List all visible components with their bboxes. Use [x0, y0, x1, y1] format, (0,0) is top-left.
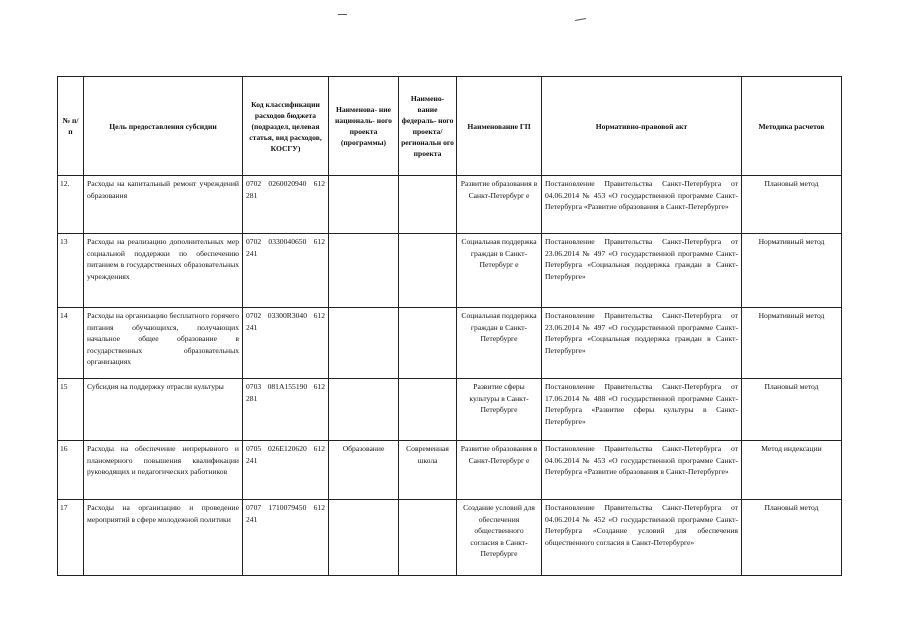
row-code: 0705 026Е120620 612 241	[243, 441, 329, 500]
row-national-project	[329, 500, 399, 576]
row-num: 12.	[58, 176, 84, 234]
table-row	[58, 500, 842, 576]
scan-speck	[338, 14, 347, 15]
row-code: 0707 1710079450 612 241	[243, 500, 329, 576]
row-federal-project: Современная школа	[399, 441, 457, 500]
row-method: Метод индексации	[742, 441, 842, 500]
row-method: Нормативный метод	[742, 308, 842, 379]
row-national-project	[329, 308, 399, 379]
row-num: 13	[58, 234, 84, 308]
row-legal-act: Постановление Правительства Санкт-Петербурга от 23.06.2014 № 497 «О государственной программе Санкт-Петербурга «Социальная поддержка граждан в Санкт-Петербурге»	[542, 234, 742, 308]
row-method: Плановый метод	[742, 500, 842, 576]
header-gp: Наименование ГП	[457, 77, 542, 176]
row-national-project	[329, 234, 399, 308]
row-federal-project	[399, 500, 457, 576]
row-num: 17	[58, 500, 84, 576]
row-code: 0702 03300R3040 612 241	[243, 308, 329, 379]
row-gp: Развитие сферы культуры в Санкт-Петербурге	[457, 379, 542, 441]
header-goal: Цель предоставления субсидии	[84, 77, 243, 176]
table-row	[58, 441, 842, 500]
row-goal: Субсидия на поддержку отрасли культуры	[84, 379, 243, 441]
row-gp: Социальная поддержка граждан в Санкт-Петербурге	[457, 308, 542, 379]
row-code: 0703 081А155190 612 281	[243, 379, 329, 441]
row-gp: Развитие образования в Санкт-Петербург е	[457, 441, 542, 500]
row-legal-act: Постановление Правительства Санкт-Петербурга от 04.06.2014 № 453 «О государственной программе Санкт-Петербурга «Развитие образования в Санкт-Петербурге»	[542, 441, 742, 500]
row-federal-project	[399, 379, 457, 441]
row-gp: Развитие образования в Санкт-Петербург е	[457, 176, 542, 234]
row-method: Нормативный метод	[742, 234, 842, 308]
row-goal: Расходы на организацию и проведение мероприятий в сфере молодежной политики	[84, 500, 243, 576]
header-code: Код классификации расходов бюджета (подраздел, целевая статья, вид расходов, КОСГУ)	[243, 77, 329, 176]
row-legal-act: Постановление Правительства Санкт-Петербурга от 23.06.2014 № 497 «О государственной программе Санкт-Петербурга «Социальная поддержка граждан в Санкт-Петербурге»	[542, 308, 742, 379]
row-gp: Создание условий для обеспечения общественного согласия в Санкт-Петербурге	[457, 500, 542, 576]
header-federal-project: Наимено- вание федераль- ного проекта/ региональн ого проекта	[399, 77, 457, 176]
row-num: 15	[58, 379, 84, 441]
row-goal: Расходы на капитальный ремонт учреждений образования	[84, 176, 243, 234]
row-method: Плановый метод	[742, 379, 842, 441]
table-row	[58, 308, 842, 379]
row-goal: Расходы на обеспечение непрерывного и планомерного повышения квалификации руководящих и педагогических работников	[84, 441, 243, 500]
header-method: Методика расчетов	[742, 77, 842, 176]
row-code: 0702 0330040650 612 241	[243, 234, 329, 308]
subsidy-table	[57, 76, 842, 576]
table-row	[58, 234, 842, 308]
row-federal-project	[399, 234, 457, 308]
header-legal-act: Нормативно-правовой акт	[542, 77, 742, 176]
header-national-project: Наименова- ние националь- ного проекта (программы)	[329, 77, 399, 176]
row-national-project	[329, 379, 399, 441]
row-legal-act: Постановление Правительства Санкт-Петербурга от 17.06.2014 № 488 «О государственной программе Санкт-Петербурга «Развитие сферы культуры в Санкт-Петербурге»	[542, 379, 742, 441]
row-national-project: Образование	[329, 441, 399, 500]
row-federal-project	[399, 308, 457, 379]
row-federal-project	[399, 176, 457, 234]
header-num: № п/ п	[58, 77, 84, 176]
row-legal-act: Постановление Правительства Санкт-Петербурга от 04.06.2014 № 453 «О государственной программе Санкт-Петербурга «Развитие образования в Санкт-Петербурге»	[542, 176, 742, 234]
row-gp: Социальная поддержка граждан в Санкт-Петербург е	[457, 234, 542, 308]
row-method: Плановый метод	[742, 176, 842, 234]
row-num: 16	[58, 441, 84, 500]
row-goal: Расходы на организацию бесплатного горячего питания обучающихся, получающих начальное общее образование в государственных образовательных организациях	[84, 308, 243, 379]
row-goal: Расходы на реализацию дополнительных мер социальной поддержки по обеспечению питанием в государственных образовательных учреждениях	[84, 234, 243, 308]
header-row	[58, 77, 842, 176]
row-code: 0702 0260020940 612 281	[243, 176, 329, 234]
scan-speck	[575, 18, 586, 21]
table-row	[58, 176, 842, 234]
row-legal-act: Постановление Правительства Санкт-Петербурга от 04.06.2014 № 452 «О государственной программе Санкт-Петербурга «Создание условий для обеспечения общественного согласия в Санкт-Петербурге»	[542, 500, 742, 576]
table-row	[58, 379, 842, 441]
row-num: 14	[58, 308, 84, 379]
row-national-project	[329, 176, 399, 234]
